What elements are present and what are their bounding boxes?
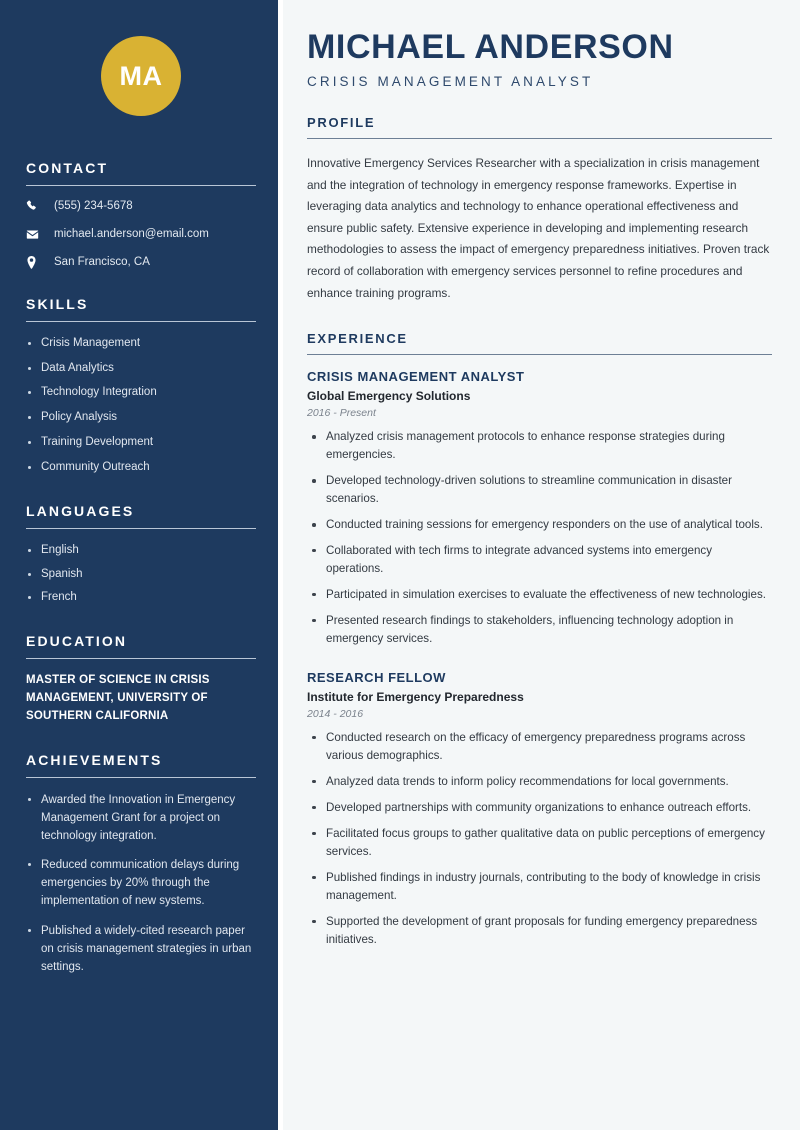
contact-item-email[interactable] bbox=[26, 227, 256, 242]
section-profile bbox=[307, 115, 772, 304]
achievements-list bbox=[26, 791, 256, 976]
list-item: Training Development bbox=[26, 434, 256, 452]
languages-list bbox=[26, 542, 256, 607]
list-item: Analyzed crisis management protocols to enhance response strategies during emergencies. bbox=[307, 428, 772, 464]
languages-divider bbox=[26, 528, 256, 529]
list-item: Data Analytics bbox=[26, 360, 256, 378]
sidebar-section-achievements bbox=[26, 752, 256, 976]
experience-company: Institute for Emergency Preparedness bbox=[307, 689, 524, 704]
page-title: MICHAEL ANDERSON bbox=[307, 28, 674, 66]
contact-item-phone[interactable] bbox=[26, 199, 256, 214]
list-item: Policy Analysis bbox=[26, 409, 256, 427]
list-item: French bbox=[26, 589, 256, 607]
contact-location-value: San Francisco, CA bbox=[54, 255, 150, 268]
experience-entry bbox=[307, 369, 772, 648]
languages-heading: LANGUAGES bbox=[26, 502, 135, 519]
profile-heading: PROFILE bbox=[307, 115, 376, 131]
contact-divider bbox=[26, 185, 256, 186]
list-item: Published a widely-cited research paper on crisis management strategies in urban settings. bbox=[26, 922, 256, 976]
list-item: English bbox=[26, 542, 256, 560]
sidebar-section-education bbox=[26, 633, 256, 725]
list-item: Supported the development of grant proposals for funding emergency preparedness initiatives. bbox=[307, 913, 772, 949]
list-item: Crisis Management bbox=[26, 335, 256, 353]
achievements-divider bbox=[26, 777, 256, 778]
experience-dates: 2016 - Present bbox=[307, 407, 376, 420]
sidebar-section-skills bbox=[26, 296, 256, 477]
headline-job-title: CRISIS MANAGEMENT ANALYST bbox=[307, 74, 594, 90]
map-pin-icon bbox=[26, 256, 44, 269]
main-column bbox=[283, 0, 800, 1130]
profile-divider bbox=[307, 138, 772, 139]
list-item: Conducted training sessions for emergency responders on the use of analytical tools. bbox=[307, 516, 772, 534]
list-item: Participated in simulation exercises to evaluate the effectiveness of new technologies. bbox=[307, 586, 772, 604]
envelope-icon bbox=[26, 228, 44, 241]
list-item: Published findings in industry journals, contributing to the body of knowledge in crisis management. bbox=[307, 869, 772, 905]
education-divider bbox=[26, 658, 256, 659]
achievements-heading: ACHIEVEMENTS bbox=[26, 751, 163, 768]
contact-item-location[interactable] bbox=[26, 255, 256, 270]
avatar: MA bbox=[101, 36, 181, 116]
list-item: Developed partnerships with community organizations to enhance outreach efforts. bbox=[307, 799, 772, 817]
education-heading: EDUCATION bbox=[26, 633, 128, 650]
experience-job-title: RESEARCH FELLOW bbox=[307, 669, 446, 685]
experience-divider bbox=[307, 354, 772, 355]
list-item: Analyzed data trends to inform policy recommendations for local governments. bbox=[307, 773, 772, 791]
sidebar-section-languages bbox=[26, 503, 256, 607]
contact-heading: CONTACT bbox=[26, 160, 109, 176]
phone-icon bbox=[26, 200, 44, 212]
skills-divider bbox=[26, 321, 256, 322]
skills-heading: SKILLS bbox=[26, 295, 89, 312]
list-item: Conducted research on the efficacy of emergency preparedness programs across various demographics. bbox=[307, 729, 772, 765]
experience-entry bbox=[307, 670, 772, 949]
experience-bullet-list bbox=[307, 729, 772, 949]
list-item: Spanish bbox=[26, 566, 256, 584]
list-item: Presented research findings to stakeholders, influencing technology adoption in emergency services. bbox=[307, 612, 772, 648]
list-item: Developed technology-driven solutions to streamline communication in disaster scenarios. bbox=[307, 472, 772, 508]
experience-dates: 2014 - 2016 bbox=[307, 707, 364, 720]
avatar-container bbox=[26, 0, 256, 160]
section-experience bbox=[307, 331, 772, 948]
list-item: Collaborated with tech firms to integrate advanced systems into emergency operations. bbox=[307, 542, 772, 578]
contact-list bbox=[26, 199, 256, 270]
list-item: Community Outreach bbox=[26, 459, 256, 477]
list-item: Awarded the Innovation in Emergency Management Grant for a project on technology integration. bbox=[26, 791, 256, 845]
list-item: Technology Integration bbox=[26, 384, 256, 402]
experience-bullet-list bbox=[307, 428, 772, 648]
sidebar bbox=[0, 0, 278, 1130]
skills-list bbox=[26, 335, 256, 477]
contact-email-value: michael.anderson@email.com bbox=[54, 227, 209, 240]
contact-phone-value: (555) 234-5678 bbox=[54, 200, 133, 212]
sidebar-section-contact bbox=[26, 160, 256, 270]
experience-company: Global Emergency Solutions bbox=[307, 389, 471, 404]
profile-text: Innovative Emergency Services Researcher with a specialization in crisis management and the integration of technology in emergency response frameworks. Expertise in leveraging data analytics and technology to enhance operational effectiveness and ensure public safety. Extensive experience in developing and implementing research methodologies to assess the impact of emergency preparedness initiatives. Proven track record of collaboration with emergency services personnel to refine procedures and enhance training programs. bbox=[307, 156, 770, 300]
list-item: Facilitated focus groups to gather qualitative data on public perceptions of emergency services. bbox=[307, 825, 772, 861]
experience-heading: EXPERIENCE bbox=[307, 331, 408, 347]
list-item: Reduced communication delays during emergencies by 20% through the implementation of new systems. bbox=[26, 856, 256, 910]
education-entry: MASTER OF SCIENCE IN CRISIS MANAGEMENT, UNIVERSITY OF SOUTHERN CALIFORNIA bbox=[26, 674, 210, 722]
experience-job-title: CRISIS MANAGEMENT ANALYST bbox=[307, 369, 525, 385]
